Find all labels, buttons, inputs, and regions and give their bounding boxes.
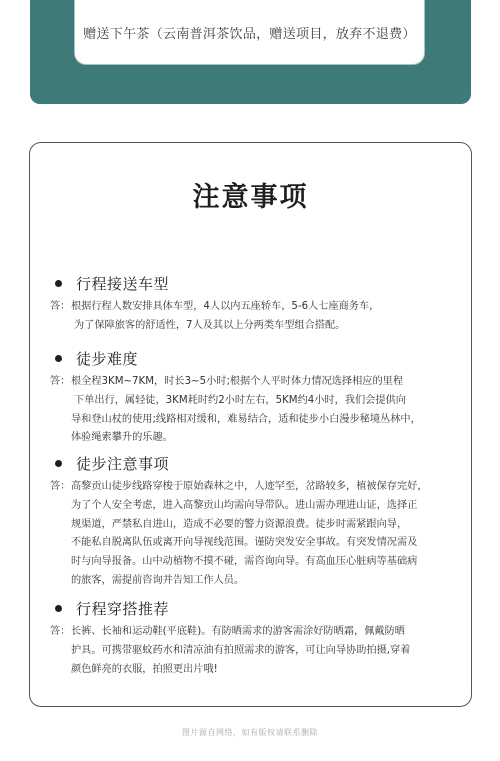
section-outfit: [50, 598, 459, 679]
answer-line: 时与向导报备。山中动植物不摸不碰，需咨询向导。有高血压心脏病等基础病: [71, 556, 418, 568]
answer-body: [71, 623, 459, 679]
answer-line: 根全程3KM~7KM，时长3~5小时;根据个人平时体力情况选择相应的里程: [71, 376, 404, 387]
section-title: 徒步难度: [76, 349, 139, 368]
section-difficulty: [50, 348, 459, 448]
answer-line: 导和登山杖的使用;线路相对缓和，难易结合，适和徒步小白漫步秘境丛林中，: [71, 413, 421, 425]
answer-body: [71, 298, 459, 336]
answer-label: 答：: [50, 301, 71, 312]
answer-line: 下单出行，属轻徒，3KM耗时约2小时左右，5KM约4小时，我们会提供向: [74, 394, 406, 406]
section-header: [50, 453, 459, 473]
answer-line: 的旅客，需提前咨询并告知工作人员。: [71, 574, 245, 586]
answer-label: 答：: [50, 376, 71, 387]
gift-card: [74, 0, 425, 65]
answer: [50, 478, 459, 591]
answer: [50, 373, 459, 448]
answer-line: 高黎贡山徒步线路穿梭于原始森林之中，人迹罕至，岔路较多，植被保存完好，: [71, 481, 428, 492]
section-header: [50, 598, 459, 618]
notice-card: [29, 142, 472, 707]
bullet-icon: [55, 460, 62, 467]
answer-label: 答：: [50, 481, 71, 492]
copyright-note: 图片源自网络，如有版权请联系删除: [182, 728, 318, 737]
answer: [50, 623, 459, 679]
section-title: 行程穿搭推荐: [76, 599, 170, 618]
bullet-icon: [55, 280, 62, 287]
section-title: 徒步注意事项: [76, 454, 170, 473]
gift-text: 赠送下午茶（云南普洱茶饮品，赠送项目，放弃不退费）: [83, 26, 416, 42]
bullet-icon: [55, 355, 62, 362]
section-transport: [50, 273, 459, 336]
section-header: [50, 348, 459, 368]
answer-body: [71, 478, 459, 591]
notice-title: 注意事项: [192, 182, 309, 213]
answer-label: 答：: [50, 626, 71, 637]
answer-body: [71, 373, 459, 448]
section-title: 行程接送车型: [76, 274, 170, 293]
top-banner: [30, 0, 471, 104]
answer-line: 为了保障旅客的舒适性，7人及其以上分两类车型组合搭配。: [74, 319, 346, 331]
section-header: [50, 273, 459, 293]
answer-line: 规渠道，严禁私自进山，造成不必要的警力资源浪费。徒步时需紧跟向导，: [71, 518, 408, 530]
answer-line: 根据行程人数安排具体车型，4人以内五座轿车，5-6人七座商务车，: [71, 301, 380, 312]
answer-line: 护具。可携带驱蚊药水和清凉油有拍照需求的游客，可让向导协助拍摄,穿着: [71, 644, 411, 656]
answer-line: 长裤、长袖和运动鞋(平底鞋)。有防晒需求的游客需涂好防晒霜，佩戴防晒: [71, 626, 405, 637]
answer-line: 为了个人安全考虑，进入高黎贡山均需向导带队。进山需办理进山证，选择正: [71, 499, 418, 511]
answer: [50, 298, 459, 336]
section-precautions: [50, 453, 459, 591]
answer-line: 体验绳索攀升的乐趣。: [71, 432, 173, 444]
bullet-icon: [55, 605, 62, 612]
answer-line: 不能私自脱离队伍或离开向导视线范围。谨防突发安全事故。有突发情况需及: [71, 537, 418, 549]
answer-line: 颜色鲜亮的衣服，拍照更出片哦!: [71, 663, 218, 675]
